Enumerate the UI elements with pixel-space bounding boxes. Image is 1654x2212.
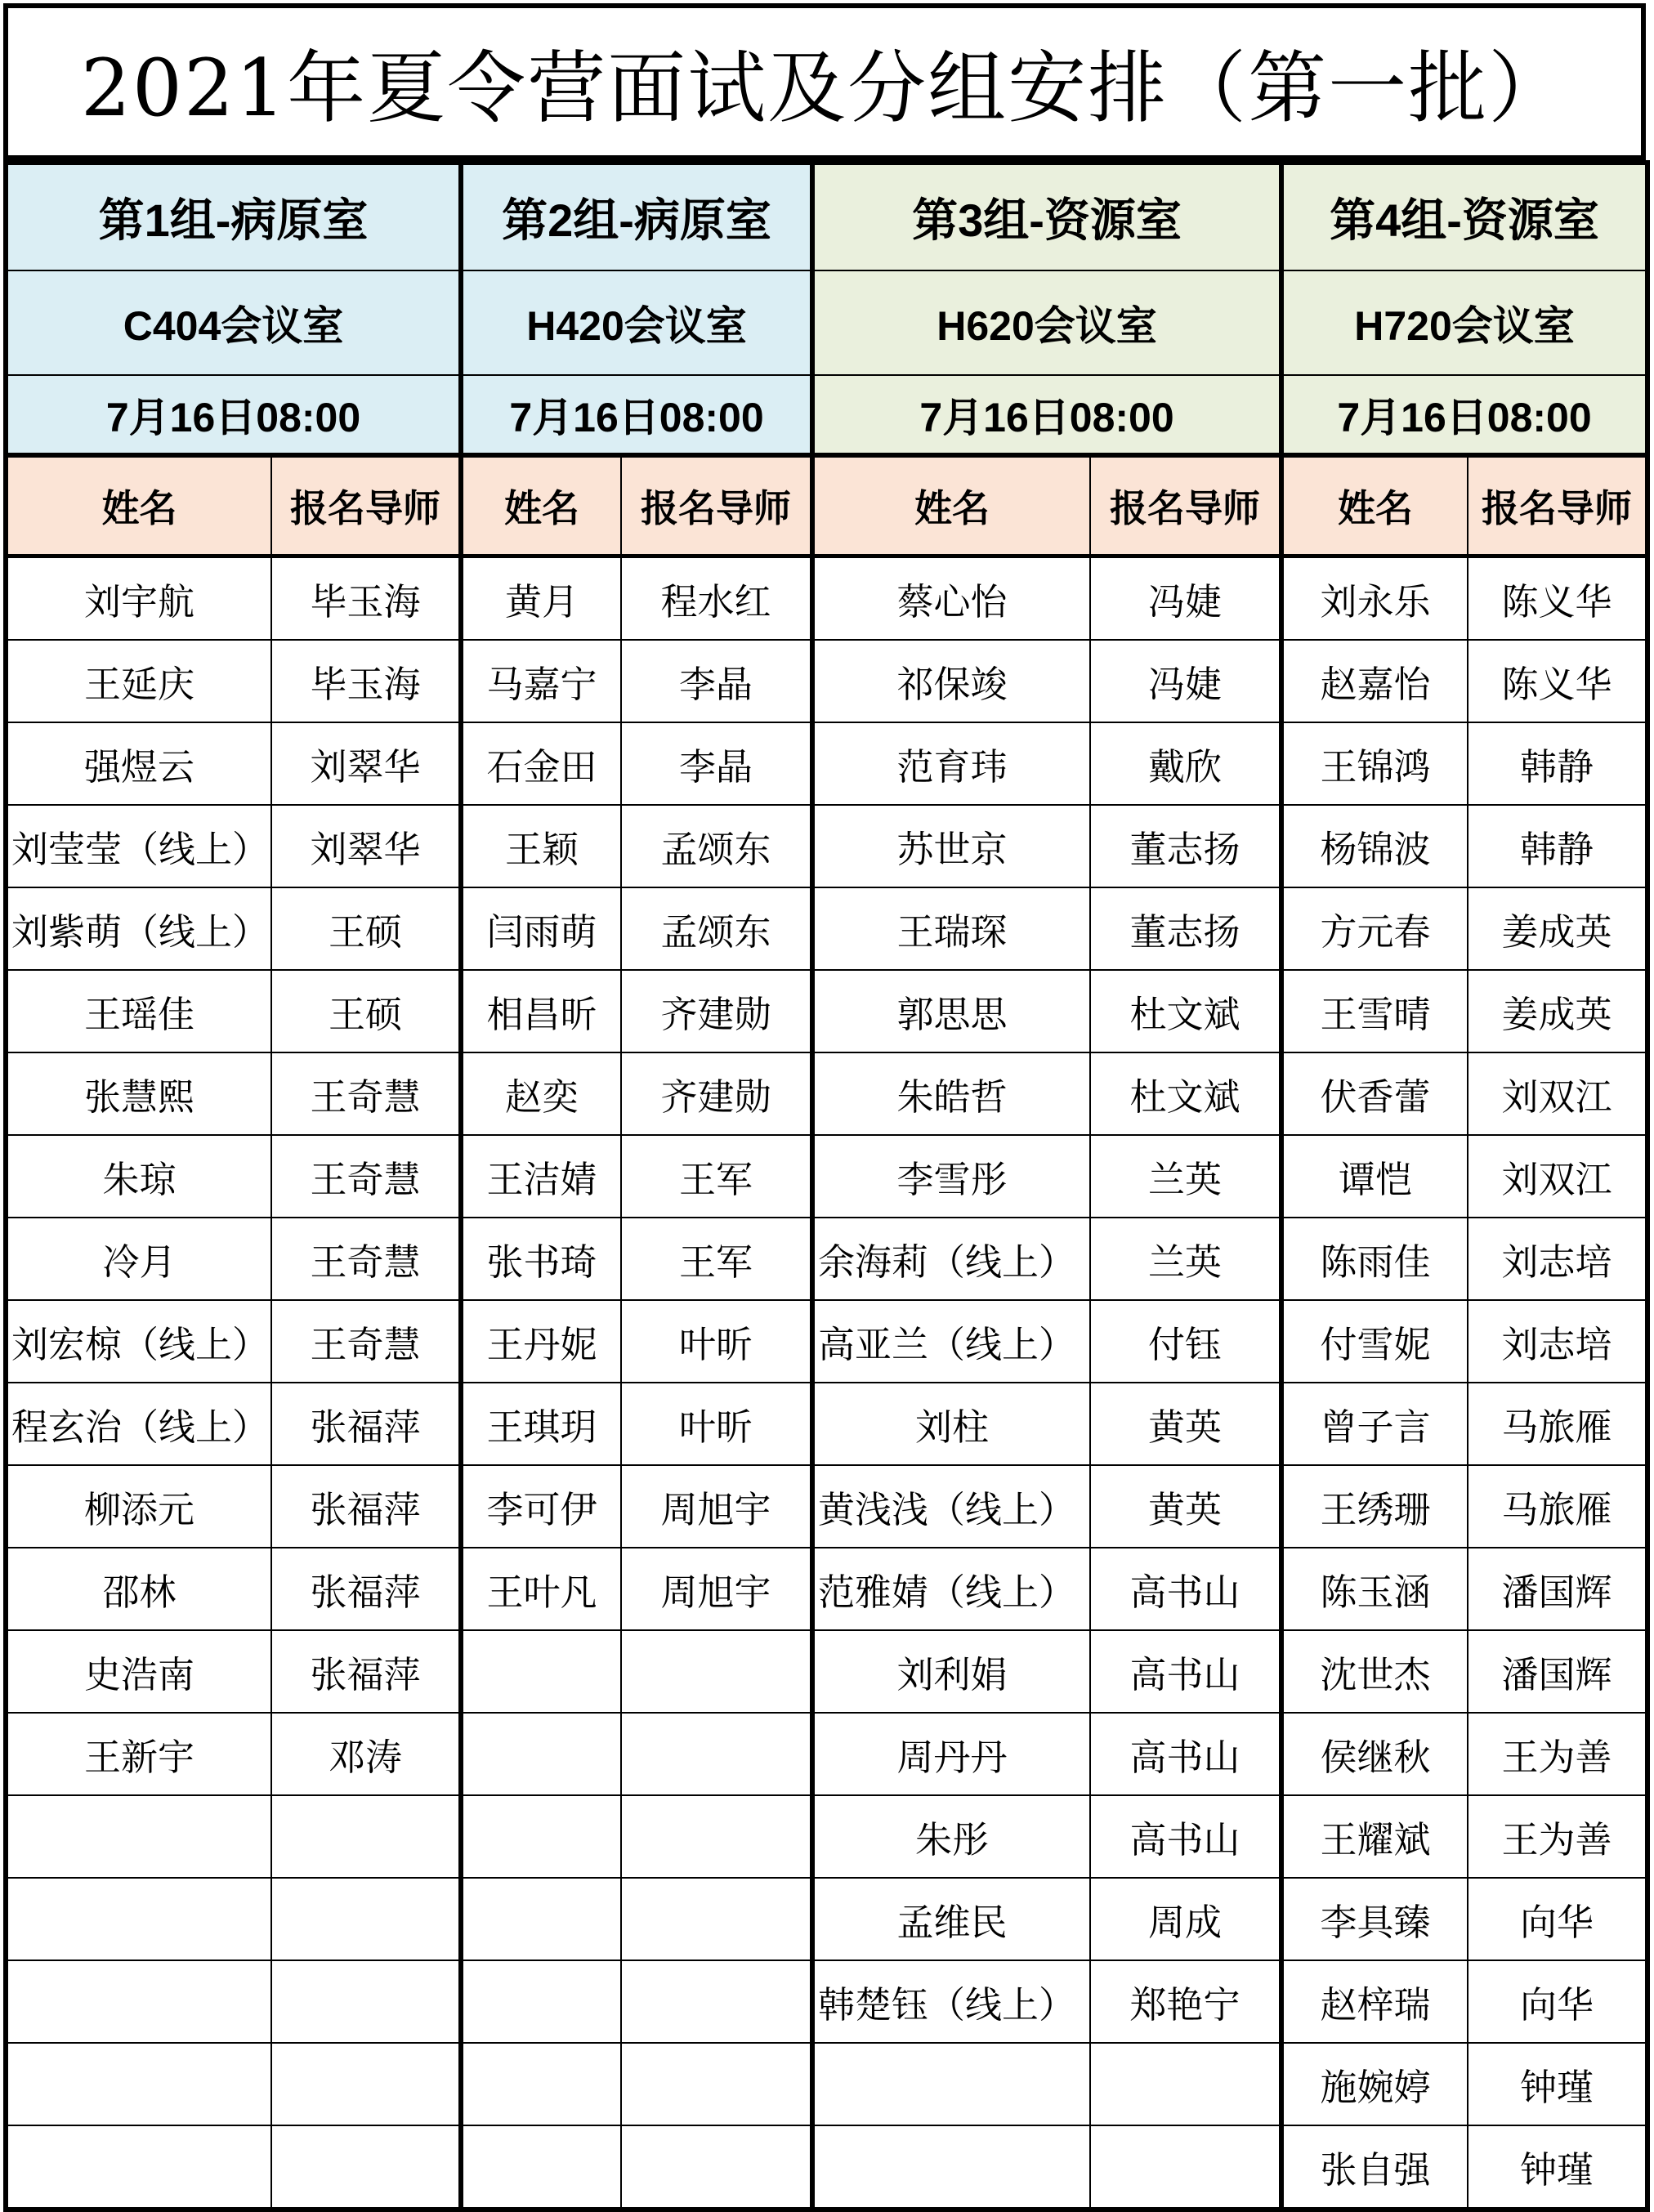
table-row — [6, 2043, 1647, 2125]
group-3-mentor-name-cell — [1090, 2125, 1281, 2210]
group-4-student-name-cell: 王绣珊 — [1281, 1465, 1468, 1548]
table-row — [6, 1052, 1647, 1135]
name-column-header: 姓名 — [6, 455, 271, 556]
group-2-mentor-name-cell: 王军 — [621, 1218, 812, 1300]
group-1-mentor-name-cell: 王硕 — [271, 887, 461, 970]
group-1-student-name-cell — [6, 1878, 271, 1960]
group-3-mentor-name-cell: 杜文斌 — [1090, 1052, 1281, 1135]
group-1-student-name-cell — [6, 1960, 271, 2043]
group-4-student-name-cell: 刘永乐 — [1281, 556, 1468, 641]
group-3-student-name-cell: 朱皓哲 — [812, 1052, 1090, 1135]
table-row — [6, 1878, 1647, 1960]
group-2-student-name-cell: 王琪玥 — [461, 1383, 621, 1465]
table-row — [6, 1383, 1647, 1465]
group-room-row — [6, 270, 1647, 375]
group-1-mentor-name-cell: 毕玉海 — [271, 640, 461, 722]
group-1-mentor-name-cell: 张福萍 — [271, 1383, 461, 1465]
group-4-student-name-cell: 方元春 — [1281, 887, 1468, 970]
group-4-mentor-name-cell: 马旅雁 — [1468, 1383, 1647, 1465]
table-row — [6, 1713, 1647, 1795]
group-4-student-name-cell: 陈玉涵 — [1281, 1548, 1468, 1630]
group-4-student-name-cell: 施婉婷 — [1281, 2043, 1468, 2125]
group-4-time: 7月16日08:00 — [1281, 375, 1647, 455]
group-3-student-name-cell: 孟维民 — [812, 1878, 1090, 1960]
group-1-mentor-name-cell — [271, 1878, 461, 1960]
group-3-mentor-name-cell: 付钰 — [1090, 1300, 1281, 1383]
group-4-student-name-cell: 杨锦波 — [1281, 805, 1468, 887]
name-column-header: 姓名 — [461, 455, 621, 556]
group-2-mentor-name-cell: 程水红 — [621, 556, 812, 641]
mentor-column-header: 报名导师 — [621, 455, 812, 556]
group-3-mentor-name-cell — [1090, 2043, 1281, 2125]
group-1-student-name-cell: 柳添元 — [6, 1465, 271, 1548]
group-1-student-name-cell: 强煜云 — [6, 722, 271, 805]
group-4-student-name-cell: 陈雨佳 — [1281, 1218, 1468, 1300]
group-4-mentor-name-cell: 刘志培 — [1468, 1300, 1647, 1383]
group-4-mentor-name-cell: 姜成英 — [1468, 970, 1647, 1052]
group-2-student-name-cell: 王洁婧 — [461, 1135, 621, 1218]
group-2-mentor-name-cell — [621, 1630, 812, 1713]
group-2-student-name-cell: 王颖 — [461, 805, 621, 887]
group-2-mentor-name-cell: 齐建勋 — [621, 1052, 812, 1135]
group-1-student-name-cell — [6, 1795, 271, 1878]
group-3-student-name-cell: 范育玮 — [812, 722, 1090, 805]
group-4-student-name-cell: 王耀斌 — [1281, 1795, 1468, 1878]
group-2-mentor-name-cell: 王军 — [621, 1135, 812, 1218]
group-3-student-name-cell: 郭思思 — [812, 970, 1090, 1052]
group-1-student-name-cell: 刘紫萌（线上） — [6, 887, 271, 970]
group-4-student-name-cell: 曾子言 — [1281, 1383, 1468, 1465]
group-2-student-name-cell: 王叶凡 — [461, 1548, 621, 1630]
group-2-mentor-name-cell — [621, 2043, 812, 2125]
group-1-student-name-cell: 冷月 — [6, 1218, 271, 1300]
group-4-mentor-name-cell: 潘国辉 — [1468, 1630, 1647, 1713]
group-2-mentor-name-cell — [621, 1713, 812, 1795]
group-3-student-name-cell: 范雅婧（线上） — [812, 1548, 1090, 1630]
page-title: 2021年夏令营面试及分组安排（第一批） — [3, 3, 1646, 160]
group-4-student-name-cell: 谭恺 — [1281, 1135, 1468, 1218]
group-2-student-name-cell: 石金田 — [461, 722, 621, 805]
group-1-student-name-cell: 张慧熙 — [6, 1052, 271, 1135]
group-1-student-name-cell: 刘莹莹（线上） — [6, 805, 271, 887]
group-1-mentor-name-cell: 邓涛 — [271, 1713, 461, 1795]
group-3-student-name-cell: 李雪彤 — [812, 1135, 1090, 1218]
group-4-name: 第4组-资源室 — [1281, 163, 1647, 270]
group-2-student-name-cell: 张书琦 — [461, 1218, 621, 1300]
group-2-student-name-cell: 赵奕 — [461, 1052, 621, 1135]
table-row — [6, 1630, 1647, 1713]
column-header-row — [6, 455, 1647, 556]
group-3-mentor-name-cell: 董志扬 — [1090, 887, 1281, 970]
table-row — [6, 1548, 1647, 1630]
group-4-student-name-cell: 侯继秋 — [1281, 1713, 1468, 1795]
group-3-student-name-cell: 苏世京 — [812, 805, 1090, 887]
group-2-mentor-name-cell: 李晶 — [621, 640, 812, 722]
group-2-mentor-name-cell: 叶昕 — [621, 1383, 812, 1465]
group-4-mentor-name-cell: 刘双江 — [1468, 1135, 1647, 1218]
group-2-mentor-name-cell — [621, 2125, 812, 2210]
group-4-mentor-name-cell: 刘志培 — [1468, 1218, 1647, 1300]
group-4-room: H720会议室 — [1281, 270, 1647, 375]
group-3-student-name-cell: 高亚兰（线上） — [812, 1300, 1090, 1383]
group-2-student-name-cell: 李可伊 — [461, 1465, 621, 1548]
group-3-student-name-cell: 韩楚钰（线上） — [812, 1960, 1090, 2043]
group-1-student-name-cell: 刘宇航 — [6, 556, 271, 641]
group-3-mentor-name-cell: 黄英 — [1090, 1465, 1281, 1548]
group-4-mentor-name-cell: 陈义华 — [1468, 556, 1647, 641]
group-1-mentor-name-cell: 张福萍 — [271, 1630, 461, 1713]
table-row — [6, 1218, 1647, 1300]
group-3-student-name-cell: 黄浅浅（线上） — [812, 1465, 1090, 1548]
group-2-mentor-name-cell — [621, 1960, 812, 2043]
group-3-mentor-name-cell: 冯婕 — [1090, 556, 1281, 641]
table-row — [6, 1465, 1647, 1548]
group-2-room: H420会议室 — [461, 270, 812, 375]
group-1-mentor-name-cell — [271, 1795, 461, 1878]
group-3-student-name-cell: 周丹丹 — [812, 1713, 1090, 1795]
group-2-student-name-cell — [461, 1878, 621, 1960]
group-3-mentor-name-cell: 兰英 — [1090, 1135, 1281, 1218]
table-row — [6, 1960, 1647, 2043]
group-1-mentor-name-cell: 张福萍 — [271, 1465, 461, 1548]
group-3-mentor-name-cell: 冯婕 — [1090, 640, 1281, 722]
group-time-row — [6, 375, 1647, 455]
group-3-room: H620会议室 — [812, 270, 1281, 375]
group-4-mentor-name-cell: 刘双江 — [1468, 1052, 1647, 1135]
group-1-mentor-name-cell: 王奇慧 — [271, 1300, 461, 1383]
table-row — [6, 1135, 1647, 1218]
group-3-mentor-name-cell: 董志扬 — [1090, 805, 1281, 887]
group-1-mentor-name-cell — [271, 2043, 461, 2125]
group-1-mentor-name-cell: 毕玉海 — [271, 556, 461, 641]
group-1-room: C404会议室 — [6, 270, 461, 375]
group-2-student-name-cell: 马嘉宁 — [461, 640, 621, 722]
group-2-mentor-name-cell: 叶昕 — [621, 1300, 812, 1383]
group-1-student-name-cell: 王延庆 — [6, 640, 271, 722]
group-3-mentor-name-cell: 高书山 — [1090, 1713, 1281, 1795]
group-4-student-name-cell: 王雪晴 — [1281, 970, 1468, 1052]
group-2-student-name-cell — [461, 1630, 621, 1713]
group-4-student-name-cell: 付雪妮 — [1281, 1300, 1468, 1383]
group-1-student-name-cell — [6, 2043, 271, 2125]
group-4-mentor-name-cell: 向华 — [1468, 1960, 1647, 2043]
group-2-mentor-name-cell: 周旭宇 — [621, 1548, 812, 1630]
group-3-student-name-cell — [812, 2043, 1090, 2125]
group-2-mentor-name-cell: 孟颂东 — [621, 887, 812, 970]
group-3-student-name-cell: 余海莉（线上） — [812, 1218, 1090, 1300]
group-3-time: 7月16日08:00 — [812, 375, 1281, 455]
group-3-student-name-cell: 刘柱 — [812, 1383, 1090, 1465]
group-2-mentor-name-cell: 周旭宇 — [621, 1465, 812, 1548]
group-1-student-name-cell: 程玄治（线上） — [6, 1383, 271, 1465]
mentor-column-header: 报名导师 — [1468, 455, 1647, 556]
group-1-mentor-name-cell: 刘翠华 — [271, 805, 461, 887]
group-2-student-name-cell — [461, 2043, 621, 2125]
group-2-mentor-name-cell: 李晶 — [621, 722, 812, 805]
schedule-table — [3, 160, 1650, 2212]
group-4-mentor-name-cell: 潘国辉 — [1468, 1548, 1647, 1630]
group-3-student-name-cell: 蔡心怡 — [812, 556, 1090, 641]
group-4-mentor-name-cell: 王为善 — [1468, 1795, 1647, 1878]
table-row — [6, 722, 1647, 805]
group-3-mentor-name-cell: 黄英 — [1090, 1383, 1281, 1465]
group-1-time: 7月16日08:00 — [6, 375, 461, 455]
group-4-mentor-name-cell: 姜成英 — [1468, 887, 1647, 970]
mentor-column-header: 报名导师 — [271, 455, 461, 556]
group-2-time: 7月16日08:00 — [461, 375, 812, 455]
group-1-student-name-cell: 刘宏椋（线上） — [6, 1300, 271, 1383]
group-4-mentor-name-cell: 钟瑾 — [1468, 2043, 1647, 2125]
table-row — [6, 640, 1647, 722]
group-2-mentor-name-cell: 孟颂东 — [621, 805, 812, 887]
group-4-student-name-cell: 沈世杰 — [1281, 1630, 1468, 1713]
group-1-student-name-cell: 邵林 — [6, 1548, 271, 1630]
group-3-student-name-cell: 王瑞琛 — [812, 887, 1090, 970]
group-2-student-name-cell — [461, 2125, 621, 2210]
table-row — [6, 970, 1647, 1052]
group-1-name: 第1组-病原室 — [6, 163, 461, 270]
group-4-mentor-name-cell: 马旅雁 — [1468, 1465, 1647, 1548]
group-4-mentor-name-cell: 王为善 — [1468, 1713, 1647, 1795]
group-4-mentor-name-cell: 韩静 — [1468, 805, 1647, 887]
group-2-student-name-cell: 相昌昕 — [461, 970, 621, 1052]
group-4-student-name-cell: 张自强 — [1281, 2125, 1468, 2210]
mentor-column-header: 报名导师 — [1090, 455, 1281, 556]
group-3-student-name-cell — [812, 2125, 1090, 2210]
group-1-mentor-name-cell: 王硕 — [271, 970, 461, 1052]
group-3-mentor-name-cell: 高书山 — [1090, 1630, 1281, 1713]
group-4-student-name-cell: 赵梓瑞 — [1281, 1960, 1468, 2043]
group-3-mentor-name-cell: 兰英 — [1090, 1218, 1281, 1300]
name-column-header: 姓名 — [1281, 455, 1468, 556]
group-3-mentor-name-cell: 周成 — [1090, 1878, 1281, 1960]
group-3-mentor-name-cell: 戴欣 — [1090, 722, 1281, 805]
group-1-mentor-name-cell: 王奇慧 — [271, 1052, 461, 1135]
group-1-mentor-name-cell — [271, 2125, 461, 2210]
group-1-student-name-cell: 史浩南 — [6, 1630, 271, 1713]
table-row — [6, 887, 1647, 970]
group-1-student-name-cell: 朱琼 — [6, 1135, 271, 1218]
group-4-mentor-name-cell: 钟瑾 — [1468, 2125, 1647, 2210]
group-2-student-name-cell: 王丹妮 — [461, 1300, 621, 1383]
group-3-student-name-cell: 刘利娟 — [812, 1630, 1090, 1713]
group-2-student-name-cell — [461, 1960, 621, 2043]
group-2-mentor-name-cell — [621, 1878, 812, 1960]
table-row — [6, 1300, 1647, 1383]
group-1-mentor-name-cell — [271, 1960, 461, 2043]
table-row — [6, 805, 1647, 887]
group-4-student-name-cell: 赵嘉怡 — [1281, 640, 1468, 722]
group-2-student-name-cell — [461, 1713, 621, 1795]
group-2-mentor-name-cell: 齐建勋 — [621, 970, 812, 1052]
group-3-name: 第3组-资源室 — [812, 163, 1281, 270]
group-2-mentor-name-cell — [621, 1795, 812, 1878]
group-3-mentor-name-cell: 高书山 — [1090, 1795, 1281, 1878]
group-2-student-name-cell — [461, 1795, 621, 1878]
table-row — [6, 2125, 1647, 2210]
group-1-student-name-cell — [6, 2125, 271, 2210]
group-3-student-name-cell: 祁保竣 — [812, 640, 1090, 722]
group-4-mentor-name-cell: 陈义华 — [1468, 640, 1647, 722]
group-2-student-name-cell: 黄月 — [461, 556, 621, 641]
group-1-mentor-name-cell: 王奇慧 — [271, 1218, 461, 1300]
group-3-mentor-name-cell: 郑艳宁 — [1090, 1960, 1281, 2043]
group-1-student-name-cell: 王瑶佳 — [6, 970, 271, 1052]
group-1-student-name-cell: 王新宇 — [6, 1713, 271, 1795]
table-row — [6, 1795, 1647, 1878]
group-2-student-name-cell: 闫雨萌 — [461, 887, 621, 970]
group-4-mentor-name-cell: 韩静 — [1468, 722, 1647, 805]
group-4-mentor-name-cell: 向华 — [1468, 1878, 1647, 1960]
group-1-mentor-name-cell: 王奇慧 — [271, 1135, 461, 1218]
group-3-mentor-name-cell: 杜文斌 — [1090, 970, 1281, 1052]
group-1-mentor-name-cell: 张福萍 — [271, 1548, 461, 1630]
group-4-student-name-cell: 王锦鸿 — [1281, 722, 1468, 805]
group-name-row — [6, 163, 1647, 270]
group-1-mentor-name-cell: 刘翠华 — [271, 722, 461, 805]
group-3-student-name-cell: 朱彤 — [812, 1795, 1090, 1878]
group-4-student-name-cell: 伏香蕾 — [1281, 1052, 1468, 1135]
table-row — [6, 556, 1647, 641]
group-2-name: 第2组-病原室 — [461, 163, 812, 270]
group-4-student-name-cell: 李具臻 — [1281, 1878, 1468, 1960]
group-3-mentor-name-cell: 高书山 — [1090, 1548, 1281, 1630]
name-column-header: 姓名 — [812, 455, 1090, 556]
